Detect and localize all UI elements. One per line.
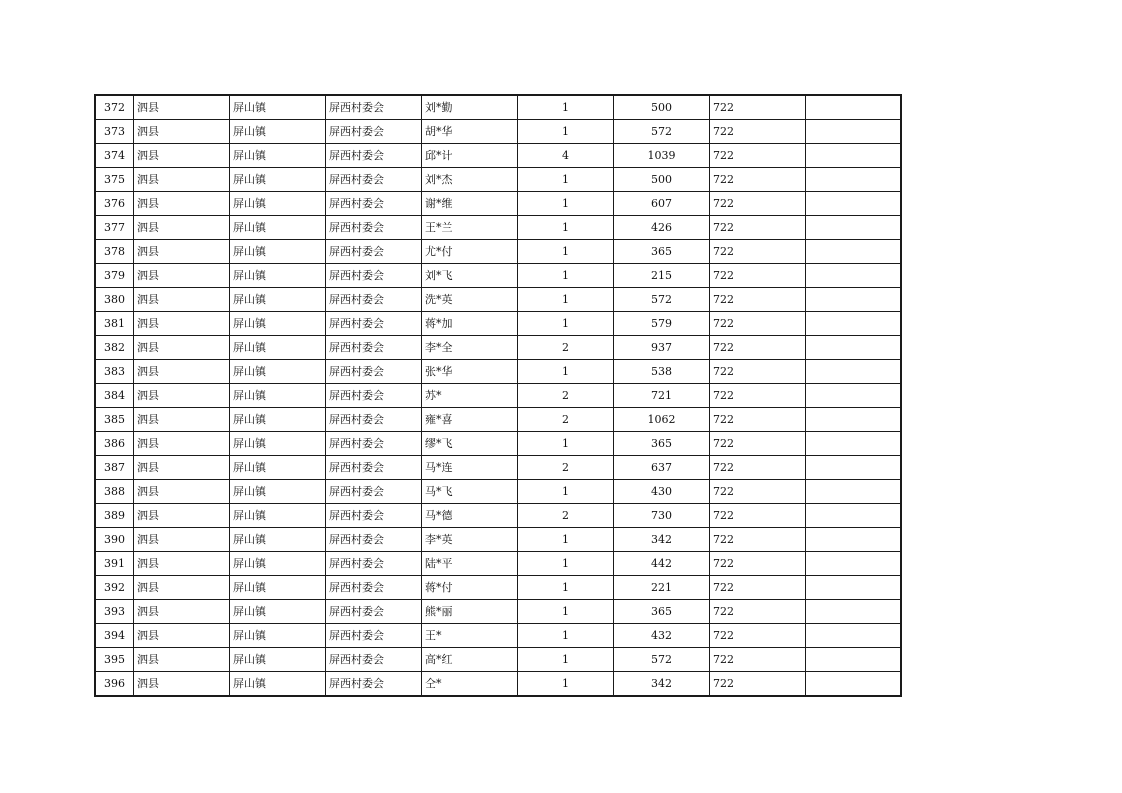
note-cell <box>806 216 902 240</box>
standard-cell: 722 <box>710 288 806 312</box>
village-cell: 屏西村委会 <box>326 456 422 480</box>
household-size-cell: 1 <box>518 552 614 576</box>
county-cell: 泗县 <box>134 312 230 336</box>
town-cell: 屏山镇 <box>230 288 326 312</box>
row-number-cell: 394 <box>95 624 134 648</box>
household-size-cell: 1 <box>518 288 614 312</box>
village-cell: 屏西村委会 <box>326 552 422 576</box>
row-number-cell: 390 <box>95 528 134 552</box>
standard-cell: 722 <box>710 336 806 360</box>
village-cell: 屏西村委会 <box>326 408 422 432</box>
household-size-cell: 1 <box>518 192 614 216</box>
amount-cell: 365 <box>614 600 710 624</box>
county-cell: 泗县 <box>134 432 230 456</box>
standard-cell: 722 <box>710 384 806 408</box>
note-cell <box>806 95 902 120</box>
table-row <box>95 95 901 120</box>
household-size-cell: 2 <box>518 456 614 480</box>
town-cell: 屏山镇 <box>230 672 326 697</box>
county-cell: 泗县 <box>134 672 230 697</box>
town-cell: 屏山镇 <box>230 504 326 528</box>
name-cell: 李*英 <box>422 528 518 552</box>
amount-cell: 730 <box>614 504 710 528</box>
amount-cell: 572 <box>614 288 710 312</box>
note-cell <box>806 264 902 288</box>
standard-cell: 722 <box>710 408 806 432</box>
name-cell: 刘*勤 <box>422 95 518 120</box>
household-size-cell: 4 <box>518 144 614 168</box>
standard-cell: 722 <box>710 360 806 384</box>
village-cell: 屏西村委会 <box>326 192 422 216</box>
household-size-cell: 1 <box>518 312 614 336</box>
standard-cell: 722 <box>710 240 806 264</box>
amount-cell: 572 <box>614 648 710 672</box>
table-row <box>95 384 901 408</box>
household-size-cell: 1 <box>518 576 614 600</box>
note-cell <box>806 288 902 312</box>
village-cell: 屏西村委会 <box>326 120 422 144</box>
name-cell: 马*连 <box>422 456 518 480</box>
table-row <box>95 216 901 240</box>
note-cell <box>806 432 902 456</box>
table-row <box>95 336 901 360</box>
county-cell: 泗县 <box>134 408 230 432</box>
note-cell <box>806 360 902 384</box>
town-cell: 屏山镇 <box>230 360 326 384</box>
note-cell <box>806 576 902 600</box>
village-cell: 屏西村委会 <box>326 288 422 312</box>
household-size-cell: 1 <box>518 624 614 648</box>
town-cell: 屏山镇 <box>230 216 326 240</box>
village-cell: 屏西村委会 <box>326 624 422 648</box>
household-size-cell: 1 <box>518 528 614 552</box>
town-cell: 屏山镇 <box>230 336 326 360</box>
note-cell <box>806 624 902 648</box>
table-row <box>95 264 901 288</box>
table-row <box>95 144 901 168</box>
note-cell <box>806 168 902 192</box>
name-cell: 刘*飞 <box>422 264 518 288</box>
note-cell <box>806 552 902 576</box>
name-cell: 马*飞 <box>422 480 518 504</box>
county-cell: 泗县 <box>134 576 230 600</box>
name-cell: 缪*飞 <box>422 432 518 456</box>
table-row <box>95 480 901 504</box>
row-number-cell: 375 <box>95 168 134 192</box>
county-cell: 泗县 <box>134 120 230 144</box>
name-cell: 蒋*加 <box>422 312 518 336</box>
amount-cell: 937 <box>614 336 710 360</box>
table-row <box>95 120 901 144</box>
county-cell: 泗县 <box>134 216 230 240</box>
table-row <box>95 312 901 336</box>
row-number-cell: 374 <box>95 144 134 168</box>
household-size-cell: 1 <box>518 600 614 624</box>
village-cell: 屏西村委会 <box>326 336 422 360</box>
name-cell: 蒋*付 <box>422 576 518 600</box>
amount-cell: 500 <box>614 95 710 120</box>
village-cell: 屏西村委会 <box>326 216 422 240</box>
table-row <box>95 168 901 192</box>
row-number-cell: 377 <box>95 216 134 240</box>
town-cell: 屏山镇 <box>230 648 326 672</box>
standard-cell: 722 <box>710 216 806 240</box>
village-cell: 屏西村委会 <box>326 312 422 336</box>
standard-cell: 722 <box>710 552 806 576</box>
name-cell: 胡*华 <box>422 120 518 144</box>
row-number-cell: 373 <box>95 120 134 144</box>
note-cell <box>806 192 902 216</box>
row-number-cell: 380 <box>95 288 134 312</box>
note-cell <box>806 528 902 552</box>
county-cell: 泗县 <box>134 144 230 168</box>
table-row <box>95 648 901 672</box>
county-cell: 泗县 <box>134 528 230 552</box>
amount-cell: 538 <box>614 360 710 384</box>
household-size-cell: 1 <box>518 432 614 456</box>
amount-cell: 430 <box>614 480 710 504</box>
county-cell: 泗县 <box>134 360 230 384</box>
town-cell: 屏山镇 <box>230 264 326 288</box>
county-cell: 泗县 <box>134 240 230 264</box>
table-row <box>95 552 901 576</box>
row-number-cell: 391 <box>95 552 134 576</box>
note-cell <box>806 144 902 168</box>
name-cell: 邱*计 <box>422 144 518 168</box>
note-cell <box>806 312 902 336</box>
county-cell: 泗县 <box>134 264 230 288</box>
standard-cell: 722 <box>710 144 806 168</box>
county-cell: 泗县 <box>134 192 230 216</box>
village-cell: 屏西村委会 <box>326 504 422 528</box>
household-size-cell: 1 <box>518 648 614 672</box>
village-cell: 屏西村委会 <box>326 672 422 697</box>
name-cell: 王*兰 <box>422 216 518 240</box>
amount-cell: 1062 <box>614 408 710 432</box>
amount-cell: 1039 <box>614 144 710 168</box>
name-cell: 苏* <box>422 384 518 408</box>
row-number-cell: 379 <box>95 264 134 288</box>
note-cell <box>806 408 902 432</box>
town-cell: 屏山镇 <box>230 192 326 216</box>
data-table <box>94 94 902 697</box>
row-number-cell: 396 <box>95 672 134 697</box>
name-cell: 李*全 <box>422 336 518 360</box>
note-cell <box>806 480 902 504</box>
village-cell: 屏西村委会 <box>326 384 422 408</box>
name-cell: 仝* <box>422 672 518 697</box>
amount-cell: 342 <box>614 672 710 697</box>
note-cell <box>806 384 902 408</box>
name-cell: 雍*喜 <box>422 408 518 432</box>
name-cell: 王* <box>422 624 518 648</box>
note-cell <box>806 336 902 360</box>
town-cell: 屏山镇 <box>230 480 326 504</box>
amount-cell: 215 <box>614 264 710 288</box>
standard-cell: 722 <box>710 528 806 552</box>
town-cell: 屏山镇 <box>230 240 326 264</box>
village-cell: 屏西村委会 <box>326 576 422 600</box>
town-cell: 屏山镇 <box>230 384 326 408</box>
town-cell: 屏山镇 <box>230 168 326 192</box>
household-size-cell: 2 <box>518 336 614 360</box>
table-row <box>95 288 901 312</box>
row-number-cell: 381 <box>95 312 134 336</box>
county-cell: 泗县 <box>134 624 230 648</box>
household-size-cell: 2 <box>518 504 614 528</box>
note-cell <box>806 648 902 672</box>
table-row <box>95 528 901 552</box>
row-number-cell: 376 <box>95 192 134 216</box>
name-cell: 谢*维 <box>422 192 518 216</box>
name-cell: 陆*平 <box>422 552 518 576</box>
household-size-cell: 2 <box>518 408 614 432</box>
row-number-cell: 384 <box>95 384 134 408</box>
row-number-cell: 383 <box>95 360 134 384</box>
village-cell: 屏西村委会 <box>326 240 422 264</box>
amount-cell: 572 <box>614 120 710 144</box>
county-cell: 泗县 <box>134 504 230 528</box>
standard-cell: 722 <box>710 456 806 480</box>
town-cell: 屏山镇 <box>230 432 326 456</box>
county-cell: 泗县 <box>134 95 230 120</box>
county-cell: 泗县 <box>134 648 230 672</box>
household-size-cell: 1 <box>518 240 614 264</box>
table-row <box>95 408 901 432</box>
household-size-cell: 1 <box>518 360 614 384</box>
village-cell: 屏西村委会 <box>326 360 422 384</box>
standard-cell: 722 <box>710 672 806 697</box>
household-size-cell: 1 <box>518 672 614 697</box>
row-number-cell: 389 <box>95 504 134 528</box>
town-cell: 屏山镇 <box>230 312 326 336</box>
amount-cell: 426 <box>614 216 710 240</box>
village-cell: 屏西村委会 <box>326 168 422 192</box>
table-row <box>95 456 901 480</box>
name-cell: 刘*杰 <box>422 168 518 192</box>
town-cell: 屏山镇 <box>230 456 326 480</box>
town-cell: 屏山镇 <box>230 624 326 648</box>
row-number-cell: 378 <box>95 240 134 264</box>
village-cell: 屏西村委会 <box>326 648 422 672</box>
village-cell: 屏西村委会 <box>326 264 422 288</box>
note-cell <box>806 120 902 144</box>
row-number-cell: 386 <box>95 432 134 456</box>
town-cell: 屏山镇 <box>230 144 326 168</box>
note-cell <box>806 600 902 624</box>
amount-cell: 500 <box>614 168 710 192</box>
standard-cell: 722 <box>710 432 806 456</box>
county-cell: 泗县 <box>134 168 230 192</box>
standard-cell: 722 <box>710 168 806 192</box>
standard-cell: 722 <box>710 480 806 504</box>
amount-cell: 365 <box>614 432 710 456</box>
town-cell: 屏山镇 <box>230 600 326 624</box>
standard-cell: 722 <box>710 624 806 648</box>
household-size-cell: 1 <box>518 480 614 504</box>
county-cell: 泗县 <box>134 336 230 360</box>
household-size-cell: 1 <box>518 264 614 288</box>
name-cell: 张*华 <box>422 360 518 384</box>
note-cell <box>806 672 902 697</box>
table-row <box>95 624 901 648</box>
amount-cell: 432 <box>614 624 710 648</box>
standard-cell: 722 <box>710 576 806 600</box>
standard-cell: 722 <box>710 192 806 216</box>
note-cell <box>806 240 902 264</box>
standard-cell: 722 <box>710 600 806 624</box>
town-cell: 屏山镇 <box>230 552 326 576</box>
standard-cell: 722 <box>710 120 806 144</box>
row-number-cell: 392 <box>95 576 134 600</box>
amount-cell: 221 <box>614 576 710 600</box>
amount-cell: 442 <box>614 552 710 576</box>
amount-cell: 607 <box>614 192 710 216</box>
town-cell: 屏山镇 <box>230 528 326 552</box>
row-number-cell: 393 <box>95 600 134 624</box>
household-size-cell: 1 <box>518 168 614 192</box>
row-number-cell: 388 <box>95 480 134 504</box>
village-cell: 屏西村委会 <box>326 480 422 504</box>
standard-cell: 722 <box>710 504 806 528</box>
town-cell: 屏山镇 <box>230 95 326 120</box>
amount-cell: 579 <box>614 312 710 336</box>
county-cell: 泗县 <box>134 600 230 624</box>
amount-cell: 365 <box>614 240 710 264</box>
standard-cell: 722 <box>710 95 806 120</box>
name-cell: 高*红 <box>422 648 518 672</box>
note-cell <box>806 456 902 480</box>
table-row <box>95 240 901 264</box>
town-cell: 屏山镇 <box>230 408 326 432</box>
table-row <box>95 504 901 528</box>
table-row <box>95 192 901 216</box>
amount-cell: 637 <box>614 456 710 480</box>
household-size-cell: 1 <box>518 95 614 120</box>
standard-cell: 722 <box>710 312 806 336</box>
household-size-cell: 1 <box>518 120 614 144</box>
town-cell: 屏山镇 <box>230 120 326 144</box>
row-number-cell: 385 <box>95 408 134 432</box>
row-number-cell: 387 <box>95 456 134 480</box>
standard-cell: 722 <box>710 264 806 288</box>
town-cell: 屏山镇 <box>230 576 326 600</box>
row-number-cell: 395 <box>95 648 134 672</box>
table-row <box>95 576 901 600</box>
amount-cell: 342 <box>614 528 710 552</box>
row-number-cell: 382 <box>95 336 134 360</box>
village-cell: 屏西村委会 <box>326 144 422 168</box>
household-size-cell: 1 <box>518 216 614 240</box>
village-cell: 屏西村委会 <box>326 600 422 624</box>
amount-cell: 721 <box>614 384 710 408</box>
village-cell: 屏西村委会 <box>326 432 422 456</box>
village-cell: 屏西村委会 <box>326 95 422 120</box>
household-size-cell: 2 <box>518 384 614 408</box>
name-cell: 尤*付 <box>422 240 518 264</box>
name-cell: 熊*丽 <box>422 600 518 624</box>
table-row <box>95 432 901 456</box>
table-row <box>95 360 901 384</box>
table-row <box>95 672 901 697</box>
village-cell: 屏西村委会 <box>326 528 422 552</box>
table-body <box>95 95 901 696</box>
name-cell: 洗*英 <box>422 288 518 312</box>
name-cell: 马*德 <box>422 504 518 528</box>
county-cell: 泗县 <box>134 384 230 408</box>
note-cell <box>806 504 902 528</box>
county-cell: 泗县 <box>134 480 230 504</box>
table-row <box>95 600 901 624</box>
standard-cell: 722 <box>710 648 806 672</box>
county-cell: 泗县 <box>134 456 230 480</box>
county-cell: 泗县 <box>134 288 230 312</box>
row-number-cell: 372 <box>95 95 134 120</box>
county-cell: 泗县 <box>134 552 230 576</box>
